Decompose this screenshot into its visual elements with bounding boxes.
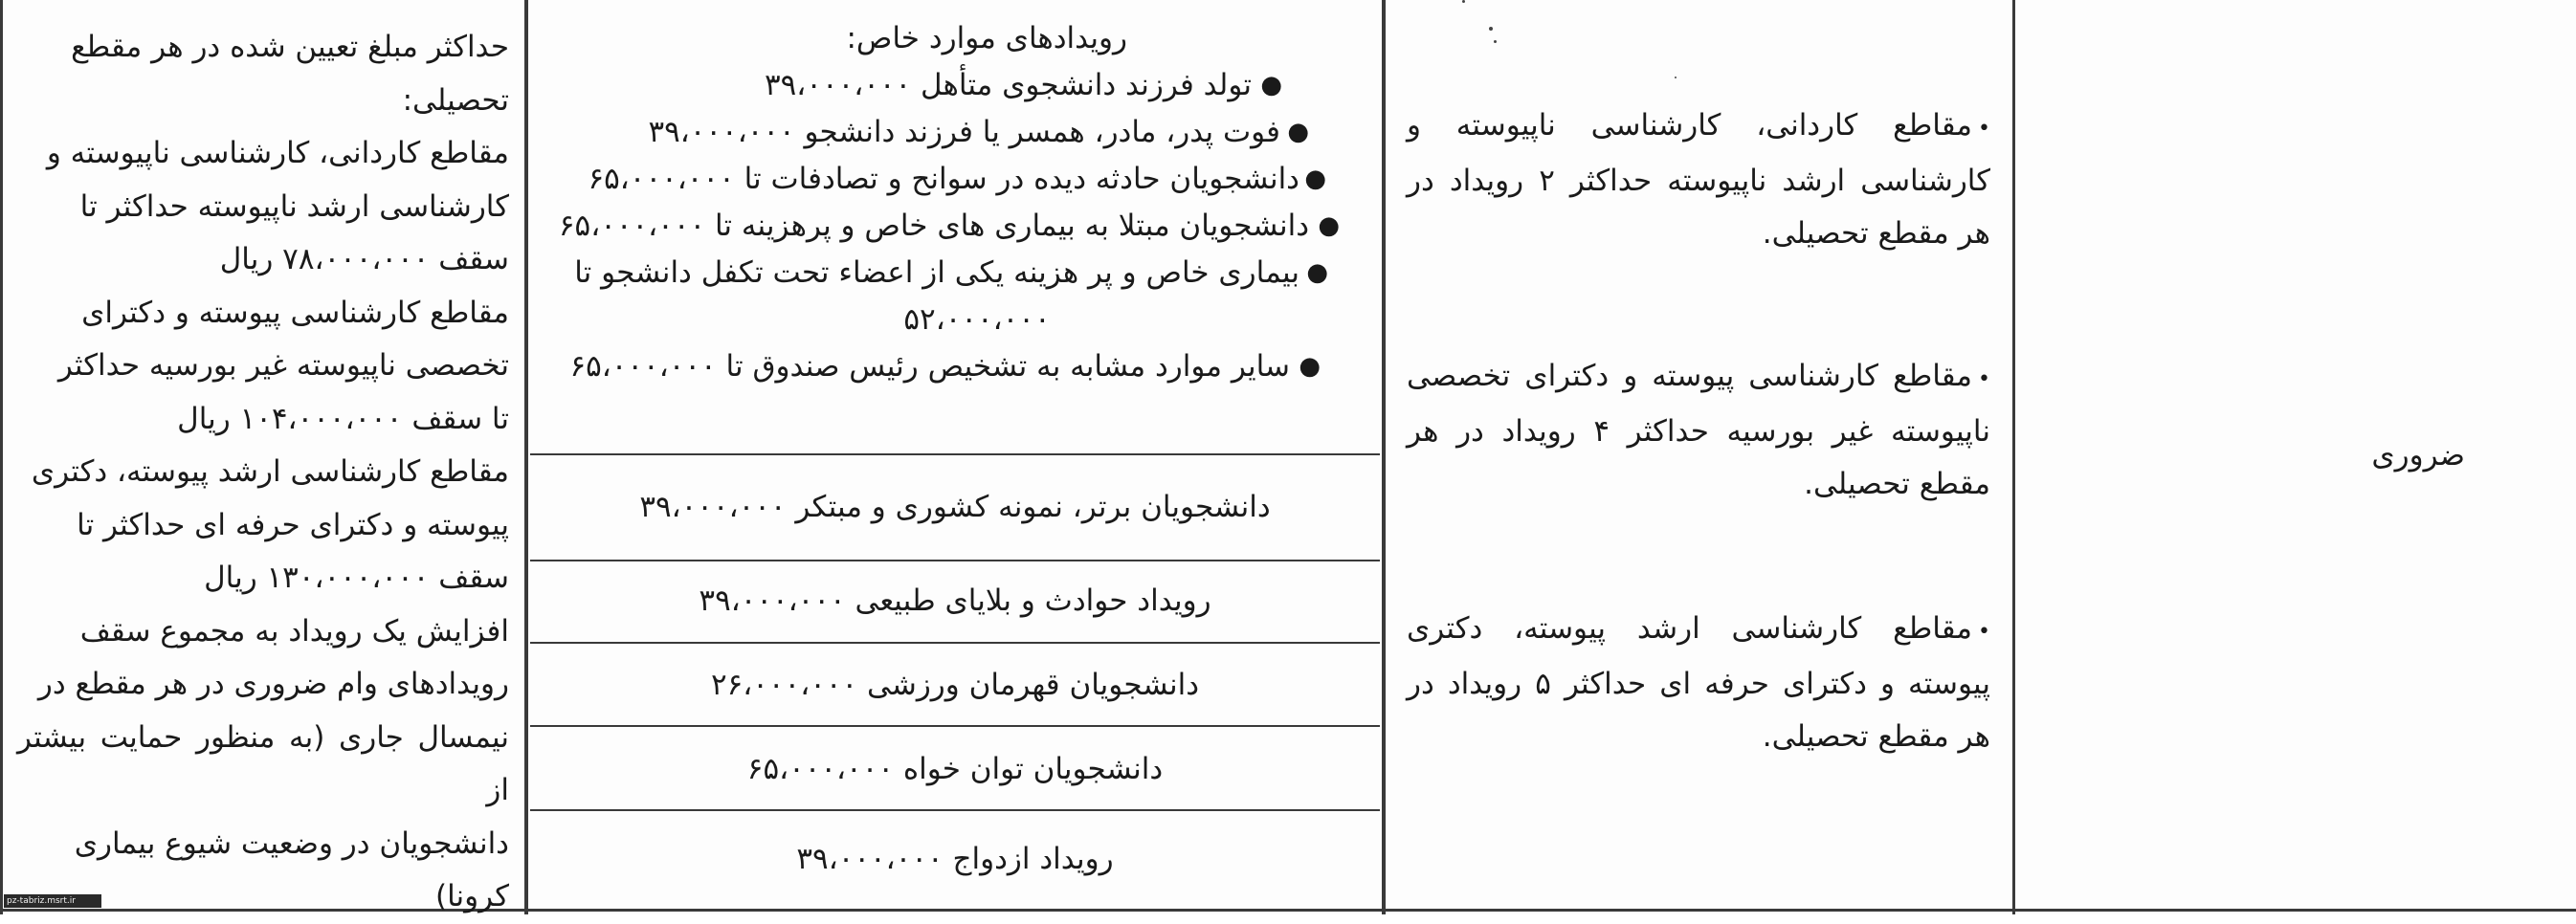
list-item (549, 156, 1347, 203)
loan-type-label: ضروری (2371, 438, 2465, 473)
count-item-text: مقاطع کاردانی، کارشناسی ناپیوسته و کارشناسی ارشد ناپیوسته حداکثر ۲ رویداد در هر مقطع تحصیلی. (1407, 108, 1990, 251)
list-item-text: دانشجویان حادثه دیده در سوانح و تصادفات تا ۶۵،۰۰۰،۰۰۰ (588, 162, 1299, 196)
count-item-text: مقاطع کارشناسی پیوسته و دکترای تخصصی ناپیوسته غیر بورسیه حداکثر ۴ رویداد در هر مقطع تحصیلی. (1407, 359, 1990, 501)
list-item-text: سایر موارد مشابه به تشخیص رئیس صندوق تا ۶۵،۰۰۰،۰۰۰ (569, 349, 1290, 384)
list-item (549, 62, 1347, 109)
event-row: رویداد ازدواج ۳۹،۰۰۰،۰۰۰ (796, 842, 1114, 876)
scan-speck (1462, 0, 1465, 3)
event-row: دانشجویان قهرمان ورزشی ۲۶،۰۰۰،۰۰۰ (710, 668, 1200, 702)
bullet-icon: ● (1304, 165, 1326, 193)
column-divider-2 (1382, 0, 1386, 914)
row-divider (530, 453, 1380, 455)
limits-line: مقاطع کارشناسی پیوسته و دکترای (81, 295, 509, 330)
row-divider (530, 560, 1380, 561)
bullet-icon: • (1978, 620, 1990, 644)
limits-line: رویدادهای وام ضروری در هر مقطع در (37, 667, 509, 701)
limits-line: دانشجویان در وضعیت شیوع بیماری (74, 825, 509, 861)
column-divider-1 (524, 0, 528, 914)
list-item (549, 343, 1347, 390)
special-events-list (549, 62, 1347, 390)
special-events-heading: رویدادهای موارد خاص: (846, 21, 1127, 55)
bullet-icon: ● (1260, 71, 1282, 99)
bullet-icon: ● (1287, 118, 1309, 146)
count-item-text: مقاطع کارشناسی ارشد پیوسته، دکتری پیوسته و دکترای حرفه ای حداکثر ۵ رویداد در هر مقطع تحصیلی. (1407, 611, 1990, 754)
list-item (549, 250, 1347, 297)
limits-line: تخصصی ناپیوسته غیر بورسیه حداکثر (57, 348, 509, 383)
table-border-left (0, 0, 3, 914)
events-column (530, 0, 1380, 907)
limits-line: سقف ۱۳۰،۰۰۰،۰۰۰ ریال (204, 561, 509, 595)
max-amount-column (4, 0, 522, 913)
bullet-icon: • (1978, 367, 1990, 391)
event-row: دانشجویان توان خواه ۶۵،۰۰۰،۰۰۰ (746, 752, 1164, 786)
list-item (549, 109, 1347, 156)
limits-line: تا سقف ۱۰۴،۰۰۰،۰۰۰ ریال (177, 401, 509, 436)
scan-speck (1675, 77, 1677, 78)
row-divider (530, 642, 1380, 644)
bullet-icon: ● (1318, 211, 1340, 240)
bullet-icon: ● (1306, 258, 1328, 287)
bullet-icon: • (1978, 117, 1990, 141)
count-item (1407, 350, 1990, 511)
loan-type-column (2017, 0, 2576, 907)
limits-line: سقف ۷۸،۰۰۰،۰۰۰ ریال (219, 242, 509, 276)
limits-line: افزایش یک رویداد به مجموع سقف (79, 613, 509, 649)
list-item-text: بیماری خاص و پر هزینه یکی از اعضاء تحت تکفل دانشجو تا (574, 255, 1299, 290)
event-row: رویداد حوادث و بلایای طبیعی ۳۹،۰۰۰،۰۰۰ (699, 583, 1211, 618)
list-item (549, 203, 1347, 250)
list-item-text: فوت پدر، مادر، همسر یا فرزند دانشجو ۳۹،۰۰۰،۰۰۰ (648, 115, 1280, 149)
count-item (1407, 99, 1990, 260)
limits-line: پیوسته و دکترای حرفه ای حداکثر تا (77, 507, 509, 542)
limits-line: حداکثر مبلغ تعیین شده در هر مقطع (71, 30, 509, 64)
event-row: دانشجویان برتر، نمونه کشوری و مبتکر ۳۹،۰۰۰،۰۰۰ (639, 490, 1271, 524)
limits-line: مقاطع کارشناسی ارشد پیوسته، دکتری (31, 454, 509, 489)
special-events-cell (530, 0, 1380, 451)
event-count-column (1388, 0, 2011, 907)
limits-line: نیمسال جاری (به منظور حمایت بیشتر از (17, 719, 509, 807)
column-divider-3 (2012, 0, 2015, 914)
scan-speck (1489, 27, 1493, 31)
site-watermark: pz-tabriz.msrt.ir (4, 894, 101, 908)
row-divider (530, 725, 1380, 727)
row-divider (530, 809, 1380, 811)
count-item (1407, 603, 1990, 763)
scan-speck (1494, 40, 1497, 43)
limits-line: کرونا) (434, 879, 509, 913)
limits-line: کارشناسی ارشد ناپیوسته حداکثر تا (79, 188, 509, 224)
list-item-continuation: ۵۲،۰۰۰،۰۰۰ (903, 302, 1051, 337)
limits-line: تحصیلی: (402, 82, 509, 118)
bullet-icon: ● (1299, 352, 1321, 381)
list-item-text: دانشجویان مبتلا به بیماری های خاص و پرهزینه تا ۶۵،۰۰۰،۰۰۰ (558, 209, 1309, 243)
limits-line: مقاطع کاردانی، کارشناسی ناپیوسته و (46, 136, 509, 170)
list-item-text: تولد فرزند دانشجوی متأهل ۳۹،۰۰۰،۰۰۰ (764, 68, 1252, 102)
